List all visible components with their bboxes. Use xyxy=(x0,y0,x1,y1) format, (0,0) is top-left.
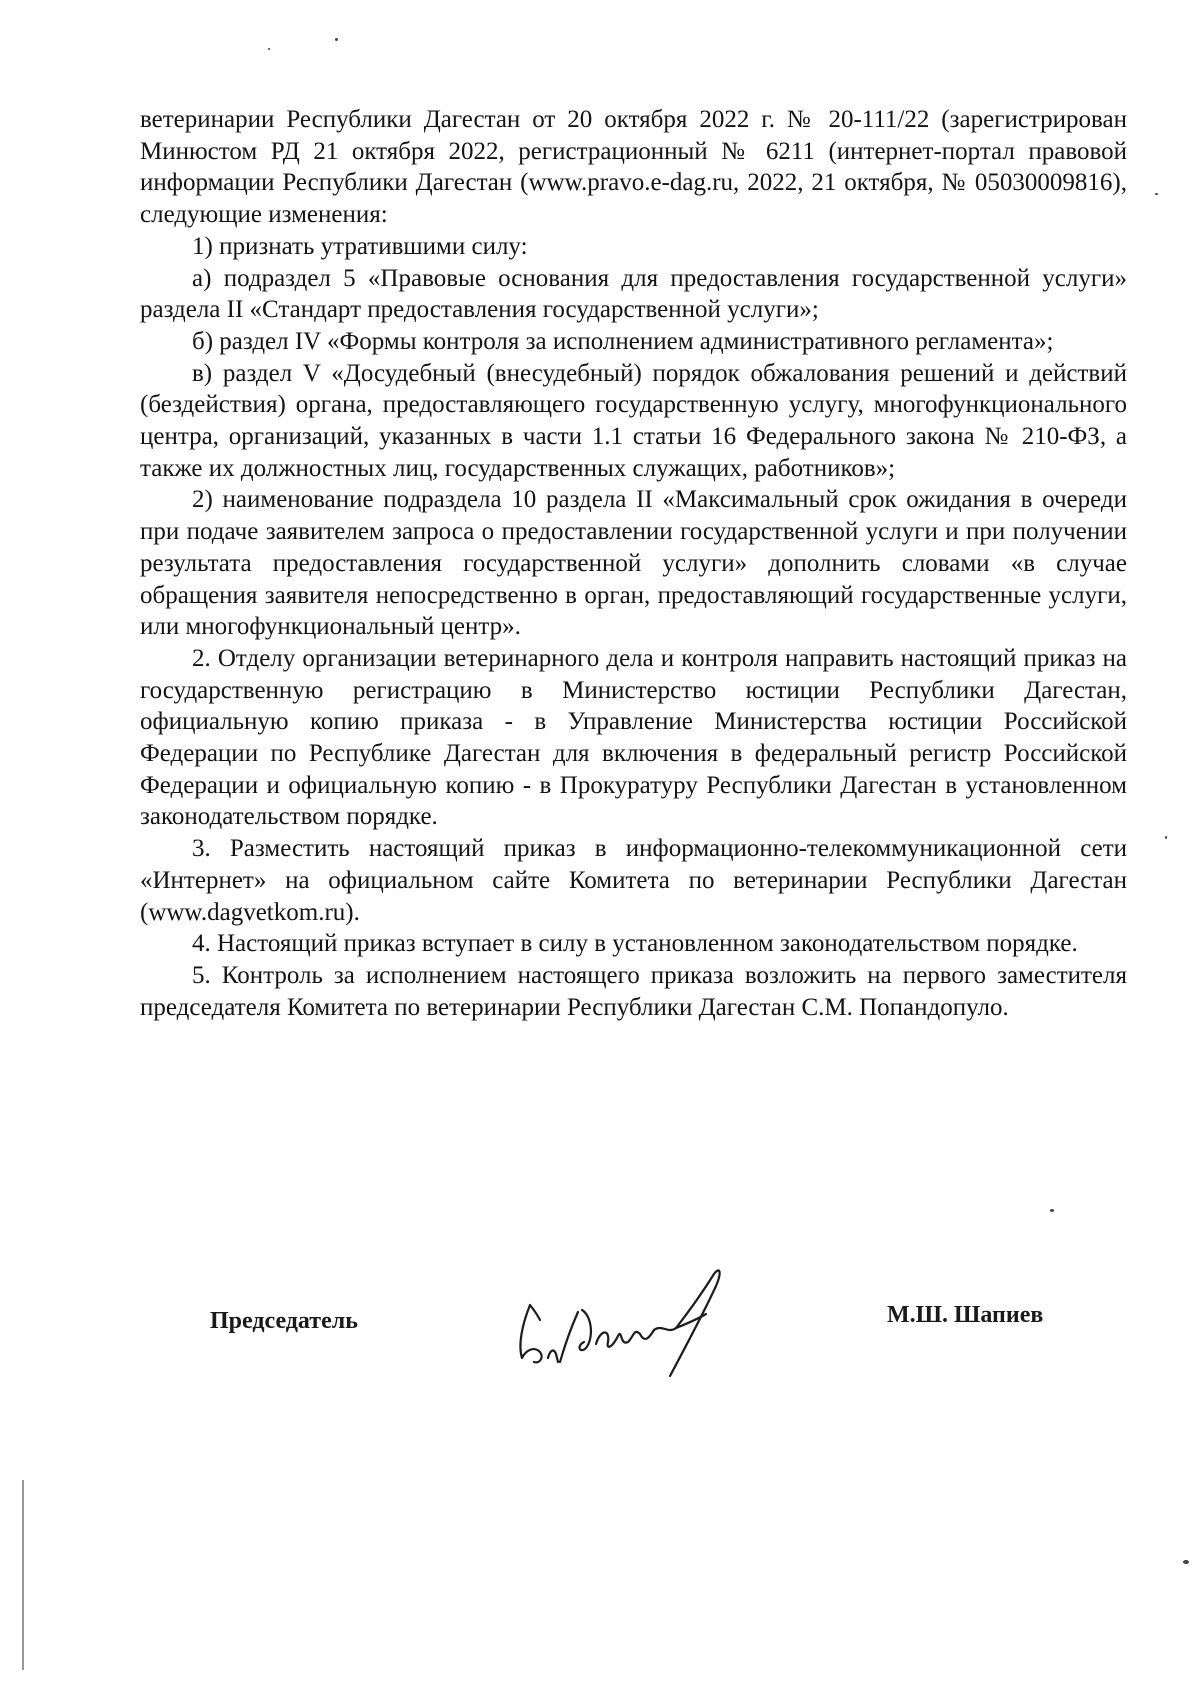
handwritten-signature xyxy=(500,1250,780,1380)
paragraph-6: 2. Отделу организации ветеринарного дела и контроля направить настоящий приказ на государственную регистрацию в Министерство юстиции Республики Дагестан, официальную копию приказа - в Управление Министерства юстиции Российской Федерации по Республике Дагестан для включения в федеральный регистр Российской Федерации и официальную копию - в Прокуратуру Республики Дагестан в установленном законодательством порядке. xyxy=(140,644,1127,831)
scan-speck xyxy=(268,48,270,50)
paragraph-9: 5. Контроль за исполнением настоящего приказа возложить на первого заместителя председателя Комитета по ветеринарии Республики Дагестан С.М. Попандопуло. xyxy=(140,961,1127,1021)
paragraph-3: б) раздел IV «Формы контроля за исполнением административного регламента»; xyxy=(192,327,1054,355)
scan-speck xyxy=(1050,1209,1054,1212)
signatory-title: Председатель xyxy=(210,1308,358,1334)
paragraph-1: 1) признать утратившими силу: xyxy=(192,232,528,260)
scan-edge-line xyxy=(22,1480,24,1670)
signatory-name: М.Ш. Шапиев xyxy=(887,1302,1044,1328)
paragraph-0: ветеринарии Республики Дагестан от 20 октября 2022 г. № 20-111/22 (зарегистрирован Минюстом РД 21 октября 2022, регистрационный № 6211 (интернет-портал правовой информации Республики Дагестан (www.pravo.e-dag.ru, 2022, 21 октября, № 05030009816), следующие изменения: xyxy=(140,106,1127,229)
paragraph-7: 3. Разместить настоящий приказ в информационно-телекоммуникационной сети «Интернет» на официальном сайте Комитета по ветеринарии Республики Дагестан (www.dagvetkom.ru). xyxy=(140,835,1127,926)
paragraph-8: 4. Настоящий приказ вступает в силу в установленном законодательством порядке. xyxy=(192,930,1078,958)
scan-speck xyxy=(1165,836,1167,839)
paragraph-5: 2) наименование подраздела 10 раздела II «Максимальный срок ожидания в очереди при подаче заявителем запроса о предоставлении государственной услуги и при получении результата предоставления государственной услуги» дополнить словами «в случае обращения заявителя непосредственно в орган, предоставляющий государственные услуги, или многофункциональный центр». xyxy=(140,486,1127,641)
paragraph-2: а) подраздел 5 «Правовые основания для предоставления государственной услуги» раздела II «Стандарт предоставления государственной услуги»; xyxy=(140,264,1127,324)
paragraph-4: в) раздел V «Досудебный (внесудебный) порядок обжалования решений и действий (бездействия) органа, предоставляющего государственную услугу, многофункционального центра, организаций, указанных в части 1.1 статьи 16 Федерального закона № 210-ФЗ, а также их должностных лиц, государственных служащих, работников»; xyxy=(140,359,1127,482)
scan-speck xyxy=(1155,193,1158,195)
scan-speck xyxy=(335,38,338,41)
scan-speck xyxy=(1183,1560,1189,1564)
document-body xyxy=(140,104,1127,1023)
